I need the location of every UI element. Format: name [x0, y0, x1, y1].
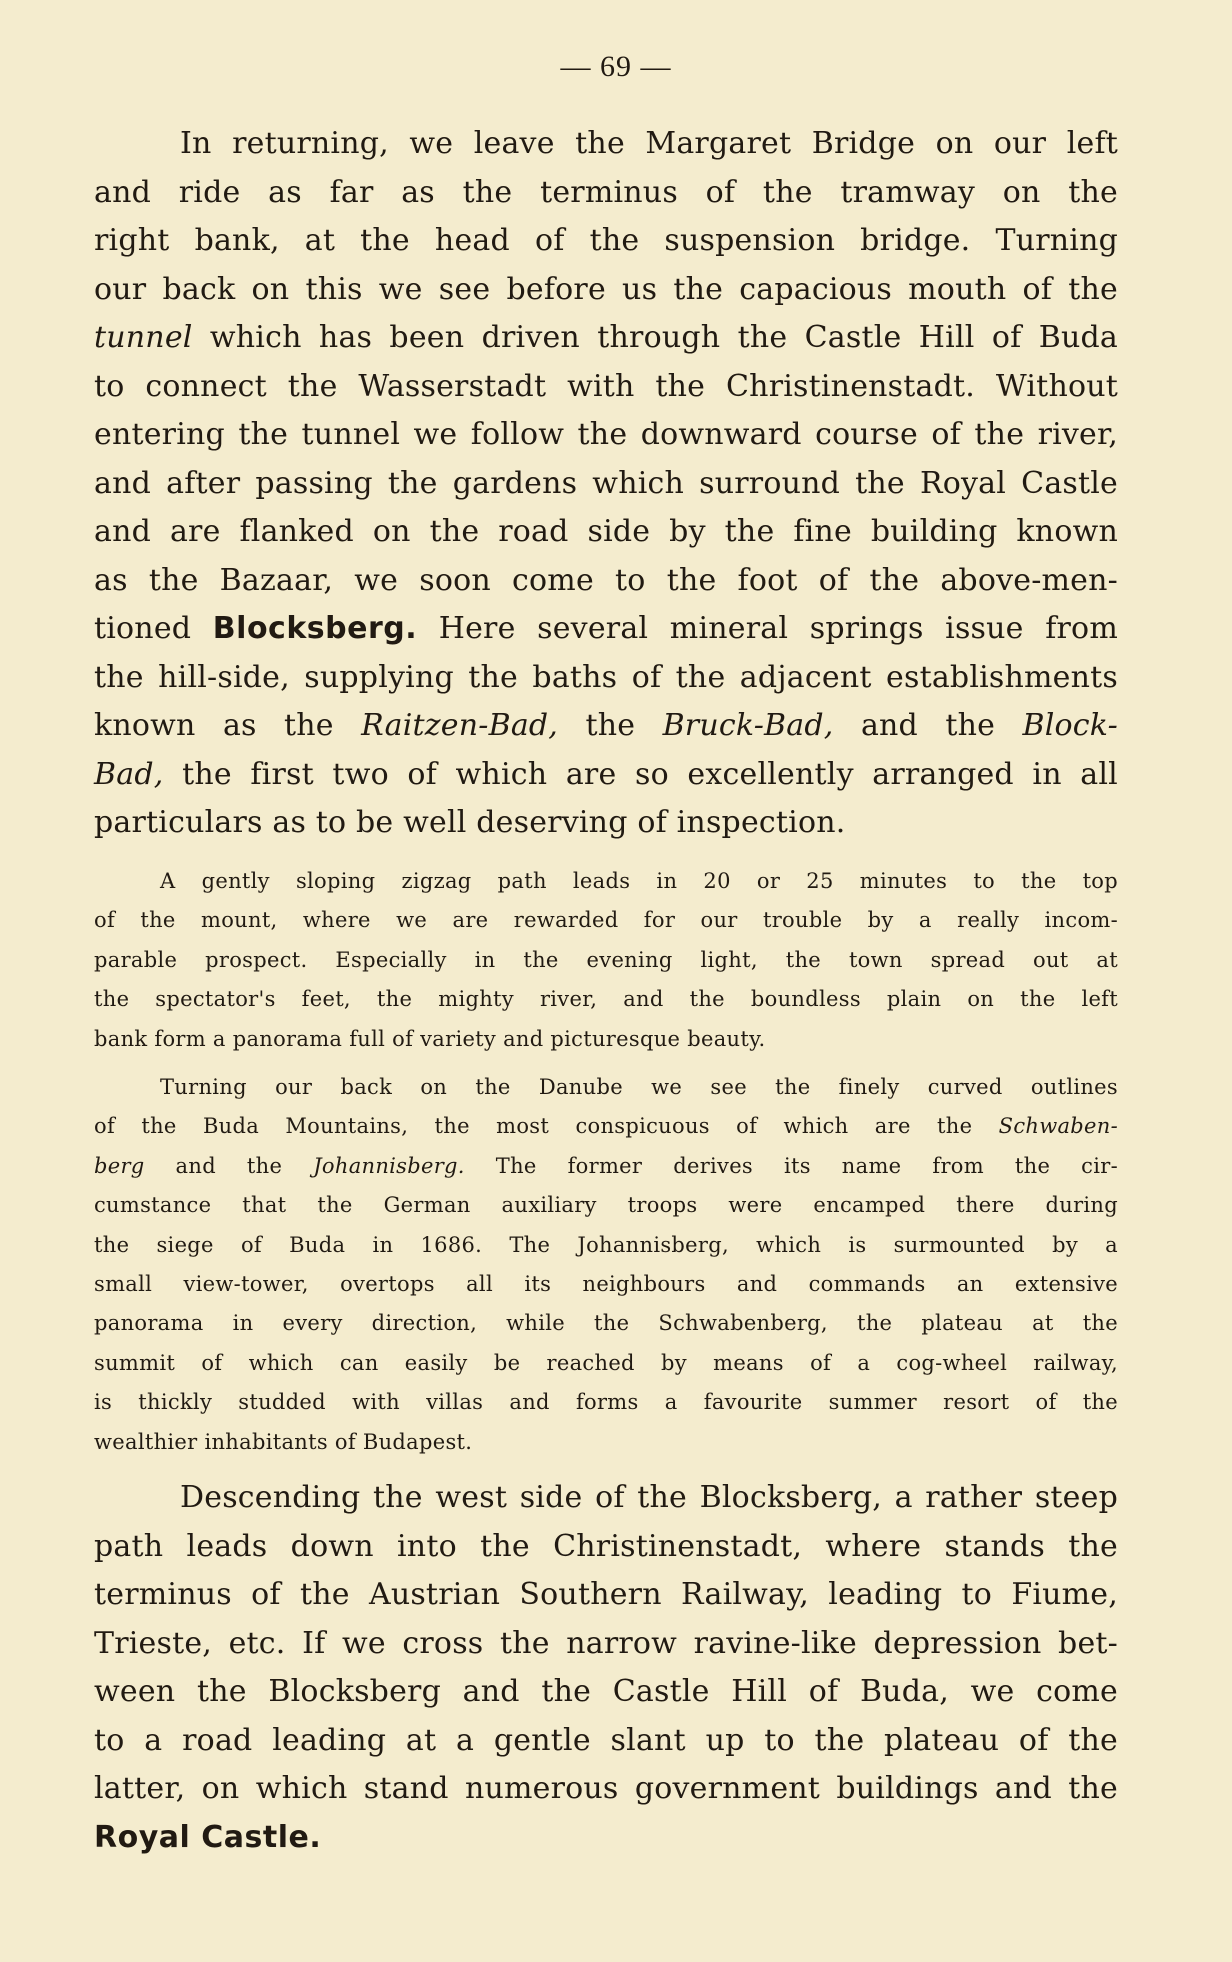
text-line: and after passing the gardens which surround the Royal Castle: [94, 465, 1118, 501]
text-line: and ride as far as the terminus of the tramway on the: [94, 174, 1118, 210]
text-line: small view-tower, overtops all its neighbours and commands an extensive: [94, 1272, 1118, 1297]
text-line: tioned Blocksberg. Here several mineral springs issue from: [94, 611, 1118, 646]
text-line: [94, 1814, 1118, 1863]
text-line: berg and the Johannisberg. The former derives its name from the cir-: [94, 1153, 1118, 1178]
text-line: of the Buda Mountains, the most conspicuous of which are the Schwaben-: [94, 1114, 1118, 1139]
paragraph-descending: [94, 1474, 1118, 1862]
text-line: Bad, the first two of which are so excellently arranged in all: [94, 756, 1118, 792]
text-line: to a road leading at a gentle slant up to the plateau of the: [94, 1722, 1118, 1758]
italic-term: tunnel: [94, 320, 193, 355]
page-number: — 69 —: [560, 50, 672, 83]
text-line: our back on this we see before us the capacious mouth of the: [94, 271, 1118, 307]
text-line: ween the Blocksberg and the Castle Hill of Buda, we come: [94, 1674, 1118, 1709]
text-line: Trieste, etc. If we cross the narrow ravine-like depression bet-: [94, 1625, 1118, 1661]
text-line: to connect the Wasserstadt with the Christinenstadt. Without: [94, 368, 1118, 404]
text-line: terminus of the Austrian Southern Railway, leading to Fiume,: [94, 1577, 1118, 1612]
italic-term: Johannisberg.: [313, 1153, 465, 1178]
italic-term: Schwaben-: [998, 1114, 1118, 1139]
text-line: panorama in every direction, while the Schwabenberg, the plateau at the: [94, 1311, 1118, 1336]
text-line: known as the Raitzen-Bad, the Bruck-Bad, and the Block-: [94, 708, 1118, 743]
text-line: the hill-side, supplying the baths of the adjacent establishments: [94, 659, 1118, 695]
italic-term: berg: [94, 1153, 145, 1178]
text-line: as the Bazaar, we soon come to the foot of the above-men-: [94, 562, 1118, 598]
text-line: bank form a panorama full of variety and picturesque beauty.: [94, 1026, 766, 1051]
text-line: summit of which can easily be reached by means of a cog-wheel railway,: [94, 1350, 1118, 1375]
text-line: is thickly studded with villas and forms a favourite summer resort of the: [94, 1390, 1118, 1415]
text-line: particulars as to be well deserving of inspection.: [94, 805, 846, 840]
text-line: In returning, we leave the Margaret Bridge on our left: [180, 126, 1118, 161]
italic-term: Raitzen-Bad,: [361, 708, 559, 743]
text-line: Turning our back on the Danube we see the finely curved outlines: [160, 1075, 1118, 1099]
text-line: of the mount, where we are rewarded for our trouble by a really incom-: [94, 908, 1118, 933]
text-line: tunnel which has been driven through the Castle Hill of Buda: [94, 320, 1118, 355]
text-line: and are flanked on the road side by the fine building known: [94, 514, 1118, 549]
text-line: entering the tunnel we follow the downward course of the river,: [94, 417, 1118, 452]
bold-term: Blocksberg.: [212, 611, 418, 646]
italic-term: Bad,: [94, 756, 164, 792]
italic-term: Bruck-Bad,: [662, 708, 834, 743]
text-line: the siege of Buda in 1686. The Johannisberg, which is surmounted by a: [94, 1232, 1118, 1257]
text-line: the spectator's feet, the mighty river, and the boundless plain on the left: [94, 987, 1118, 1012]
text-line: A gently sloping zigzag path leads in 20 or 25 minutes to the top: [160, 869, 1118, 893]
text-line: path leads down into the Christinenstadt, where stands the: [94, 1528, 1118, 1564]
text-line: latter, on which stand numerous government buildings and the: [94, 1771, 1118, 1806]
text-line: Descending the west side of the Blocksberg, a rather steep: [180, 1480, 1118, 1515]
text-line: wealthier inhabitants of Budapest.: [94, 1429, 473, 1454]
paragraph-returning: [94, 120, 1118, 848]
text-line: right bank, at the head of the suspension bridge. Turning: [94, 223, 1118, 258]
bold-term: Royal Castle.: [94, 1819, 322, 1855]
paragraph-zigzag-path: [94, 862, 1118, 1059]
paragraph-buda-mountains: [94, 1068, 1118, 1462]
text-line: cumstance that the German auxiliary troops were encamped there during: [94, 1193, 1118, 1218]
text-line: parable prospect. Especially in the evening light, the town spread out at: [94, 947, 1118, 972]
italic-term: Block-: [1022, 708, 1118, 743]
